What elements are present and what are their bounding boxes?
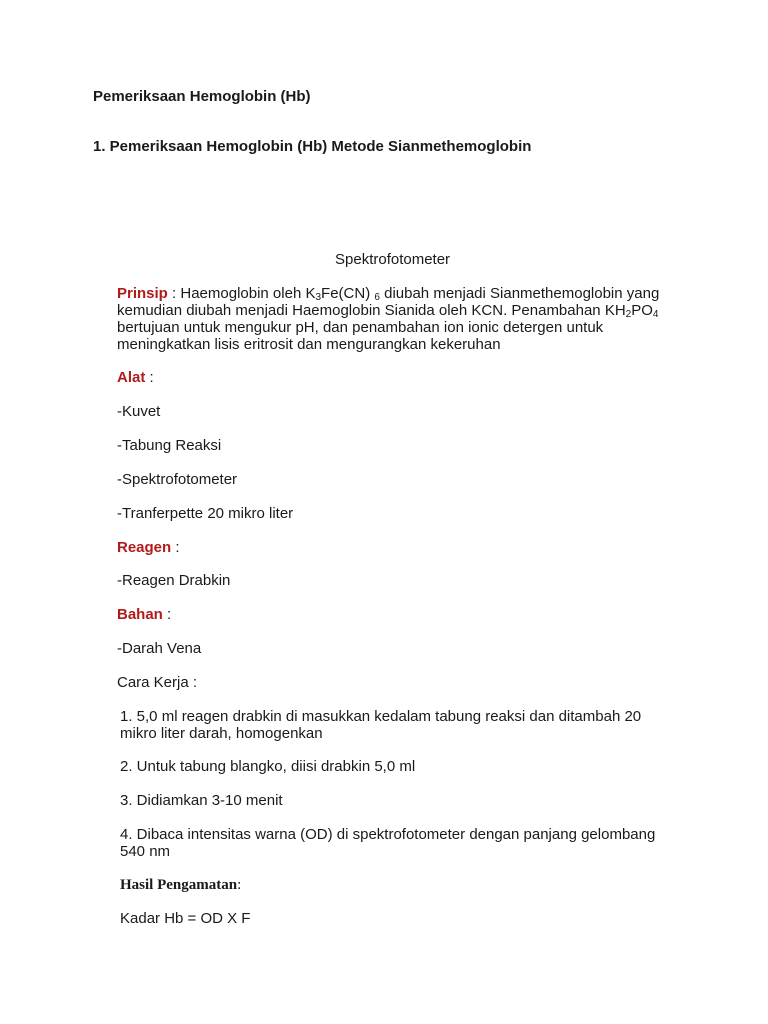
prinsip-label: Prinsip [117, 285, 168, 302]
prinsip-line-4: meningkatkan lisis eritrosit dan mengurangkan kekeruhan [117, 336, 501, 353]
alat-label: Alat [117, 369, 146, 386]
step-line: mikro liter darah, homogenkan [120, 725, 323, 742]
bahan-heading: Bahan : [117, 606, 172, 623]
prinsip-line-3: bertujuan untuk mengukur pH, dan penambahan ion ionic detergen untuk [117, 319, 604, 336]
hasil-heading: Hasil Pengamatan: [120, 877, 242, 893]
list-item: -Spektrofotometer [117, 471, 238, 488]
list-item: -Tabung Reaksi [117, 437, 222, 454]
page-title: Pemeriksaan Hemoglobin (Hb) [93, 88, 311, 105]
reagen-label: Reagen [117, 539, 172, 556]
list-item: -Kuvet [117, 403, 161, 420]
list-item: -Tranferpette 20 mikro liter [117, 505, 294, 522]
step-line: 2. Untuk tabung blangko, diisi drabkin 5,0 ml [120, 758, 416, 775]
prinsip-line-1: Prinsip : Haemoglobin oleh $K_3Fe(CN)$ $_6$ diubah menjadi Sianmethemoglobin yang [117, 285, 660, 303]
step-line: 4. Dibaca intensitas warna (OD) di spektrofotometer dengan panjang gelombang [120, 826, 656, 843]
method-caption: Spektrofotometer [335, 251, 451, 268]
hb-formula: Kadar Hb = OD X F [120, 910, 251, 927]
step-line: 540 nm [120, 843, 171, 860]
cara-kerja-heading: Cara Kerja : [117, 674, 198, 691]
section-heading: 1. Pemeriksaan Hemoglobin (Hb) Metode Sianmethemoglobin [93, 138, 532, 155]
reagen-heading: Reagen : [117, 539, 180, 556]
step-line: 1. 5,0 ml reagen drabkin di masukkan kedalam tabung reaksi dan ditambah 20 [120, 708, 642, 725]
list-item: -Reagen Drabkin [117, 572, 231, 589]
list-item: -Darah Vena [117, 640, 202, 657]
step-line: 3. Didiamkan 3-10 menit [120, 792, 283, 809]
hasil-label: Hasil Pengamatan [120, 877, 238, 893]
alat-heading: Alat : [117, 369, 154, 386]
prinsip-line-2: kemudian diubah menjadi Haemoglobin Sianida oleh KCN. Penambahan $KH_2PO_4$ [117, 302, 659, 320]
bahan-label: Bahan [117, 606, 163, 623]
